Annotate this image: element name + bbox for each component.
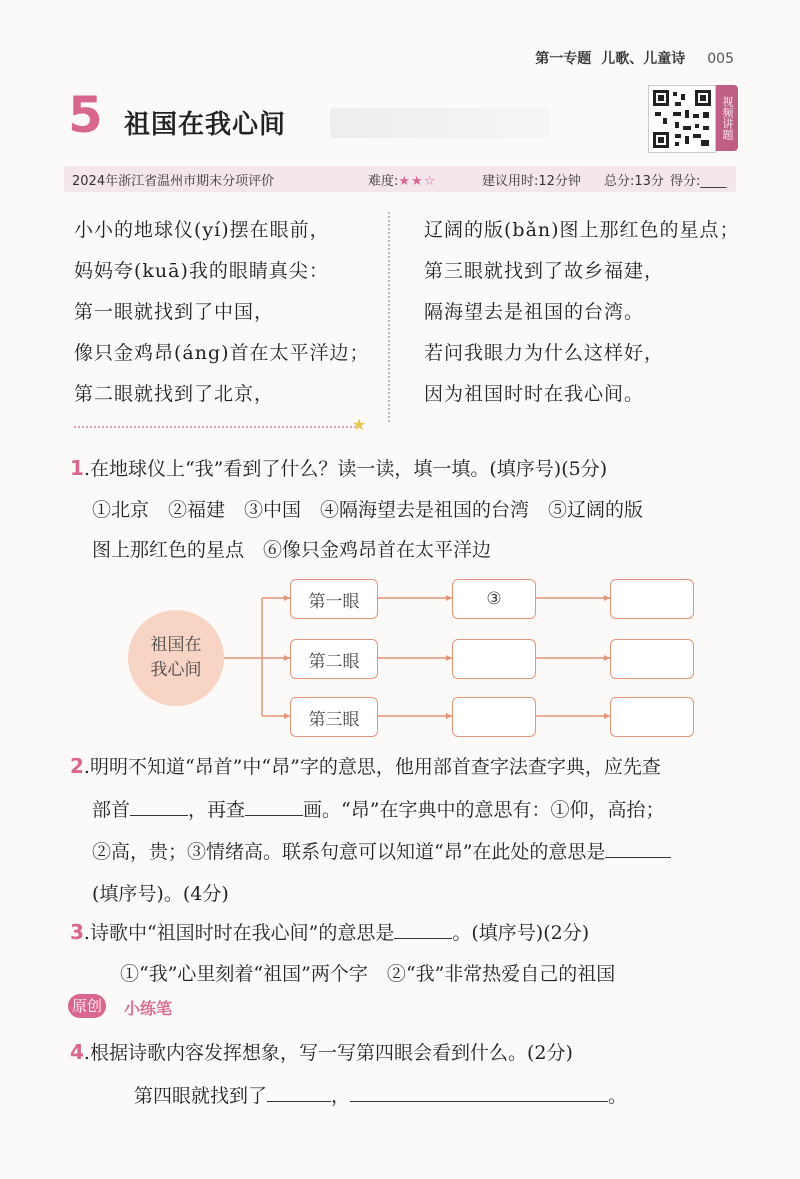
q1-options-line-1: ①北京 ②福建 ③中国 ④隔海望去是祖国的台湾 ⑤辽阔的版 — [92, 499, 644, 521]
question-number: 3 — [70, 920, 84, 944]
blank-fourth-look-detail[interactable] — [350, 1082, 608, 1102]
q4-answer-line — [134, 1076, 627, 1116]
lesson-number: 5 — [68, 86, 103, 144]
poem-line: 若问我眼力为什么这样好， — [424, 342, 665, 364]
answer-box[interactable]: ③ — [452, 579, 536, 619]
source-label: 2024年浙江省温州市期末分项评价 — [72, 174, 275, 189]
question-text: 。(填序号)(2分) — [452, 922, 590, 944]
answer-box[interactable] — [452, 639, 536, 679]
blank-answer[interactable] — [394, 919, 452, 939]
q2-text: ②高，贵；③情绪高。联系句意可以知道“昂”在此处的意思是 — [92, 841, 606, 863]
poem-line: 辽阔的版(bǎn)图上那红色的星点； — [424, 219, 740, 241]
q2-text: 部首 — [92, 799, 131, 821]
suggested-time: 建议用时:12分钟 — [482, 174, 581, 189]
q2-line-2 — [92, 790, 664, 830]
score-field[interactable]: 得分:____ — [670, 174, 727, 189]
original-badge: 原创 — [68, 994, 106, 1018]
q1-options-line-2: 图上那红色的星点 ⑥像只金鸡昂首在太平洋边 — [92, 539, 492, 561]
page-number: 005 — [707, 51, 734, 67]
row-label-second-look: 第二眼 — [290, 639, 378, 679]
question-text: .根据诗歌内容发挥想象，写一写第四眼会看到什么。(2分) — [83, 1042, 573, 1064]
lesson-title: 祖国在我心间 — [124, 110, 287, 140]
poem-line: 第一眼就找到了中国， — [74, 301, 275, 323]
question-3 — [70, 912, 589, 953]
question-text: .在地球仪上“我”看到了什么？读一读，填一填。(填序号)(5分) — [83, 458, 608, 480]
blank-radical[interactable] — [130, 796, 188, 816]
poem-line: 隔海望去是祖国的台湾。 — [424, 301, 645, 323]
q2-text: 画。“昂”在字典中的意思有：①仰，高抬； — [303, 799, 665, 821]
total-score: 总分:13分 — [604, 174, 664, 189]
question-number: 4 — [70, 1040, 84, 1064]
q2-line-3 — [92, 832, 671, 872]
question-text: .诗歌中“祖国时时在我心间”的意思是 — [83, 922, 395, 944]
unit-title: 儿歌、儿童诗 — [601, 51, 686, 67]
difficulty-label: 难度: — [368, 174, 399, 189]
difficulty-stars: ★★☆ — [398, 174, 437, 189]
video-explain-tab[interactable]: 视频讲题 — [716, 85, 738, 151]
question-2 — [70, 746, 661, 787]
poem-line: 第二眼就找到了北京， — [74, 383, 275, 405]
blank-fourth-look-place[interactable] — [267, 1082, 331, 1102]
question-number: 1 — [70, 456, 84, 480]
q4-text: ， — [331, 1085, 351, 1107]
question-text: .明明不知道“昂首”中“昂”字的意思，他用部首查字法查字典，应先查 — [83, 756, 661, 778]
q4-text: 。 — [608, 1085, 628, 1107]
blank-strokes[interactable] — [245, 796, 303, 816]
question-4 — [70, 1032, 573, 1073]
poem-line: 因为祖国时时在我心间。 — [424, 383, 645, 405]
answer-box[interactable] — [452, 697, 536, 737]
poem-line: 第三眼就找到了故乡福建， — [424, 260, 665, 282]
poem-line: 小小的地球仪(yí)摆在眼前， — [74, 219, 330, 241]
center-line-2: 我心间 — [150, 660, 202, 680]
q3-options: ①“我”心里刻着“祖国”两个字 ②“我”非常热爱自己的祖国 — [120, 963, 616, 985]
unit-label: 第一专题 — [535, 51, 592, 67]
q2-text: ，再查 — [188, 799, 246, 821]
answer-box[interactable] — [610, 697, 694, 737]
q4-text: 第四眼就找到了 — [134, 1085, 268, 1107]
q2-line-4: (填序号)。(4分) — [92, 883, 229, 905]
center-line-1: 祖国在 — [150, 635, 202, 655]
answer-box[interactable] — [610, 639, 694, 679]
blank-meaning[interactable] — [605, 838, 671, 858]
poem-line: 妈妈夸(kuā)我的眼睛真尖： — [74, 260, 329, 282]
poem-line: 像只金鸡昂(áng)首在太平洋边； — [74, 342, 370, 364]
star-icon: ★ — [352, 415, 367, 434]
practice-label: 小练笔 — [124, 999, 173, 1018]
diagram-center-node — [128, 610, 224, 706]
answer-box[interactable] — [610, 579, 694, 619]
row-label-first-look: 第一眼 — [290, 579, 378, 619]
question-number: 2 — [70, 754, 84, 778]
row-label-third-look: 第三眼 — [290, 697, 378, 737]
